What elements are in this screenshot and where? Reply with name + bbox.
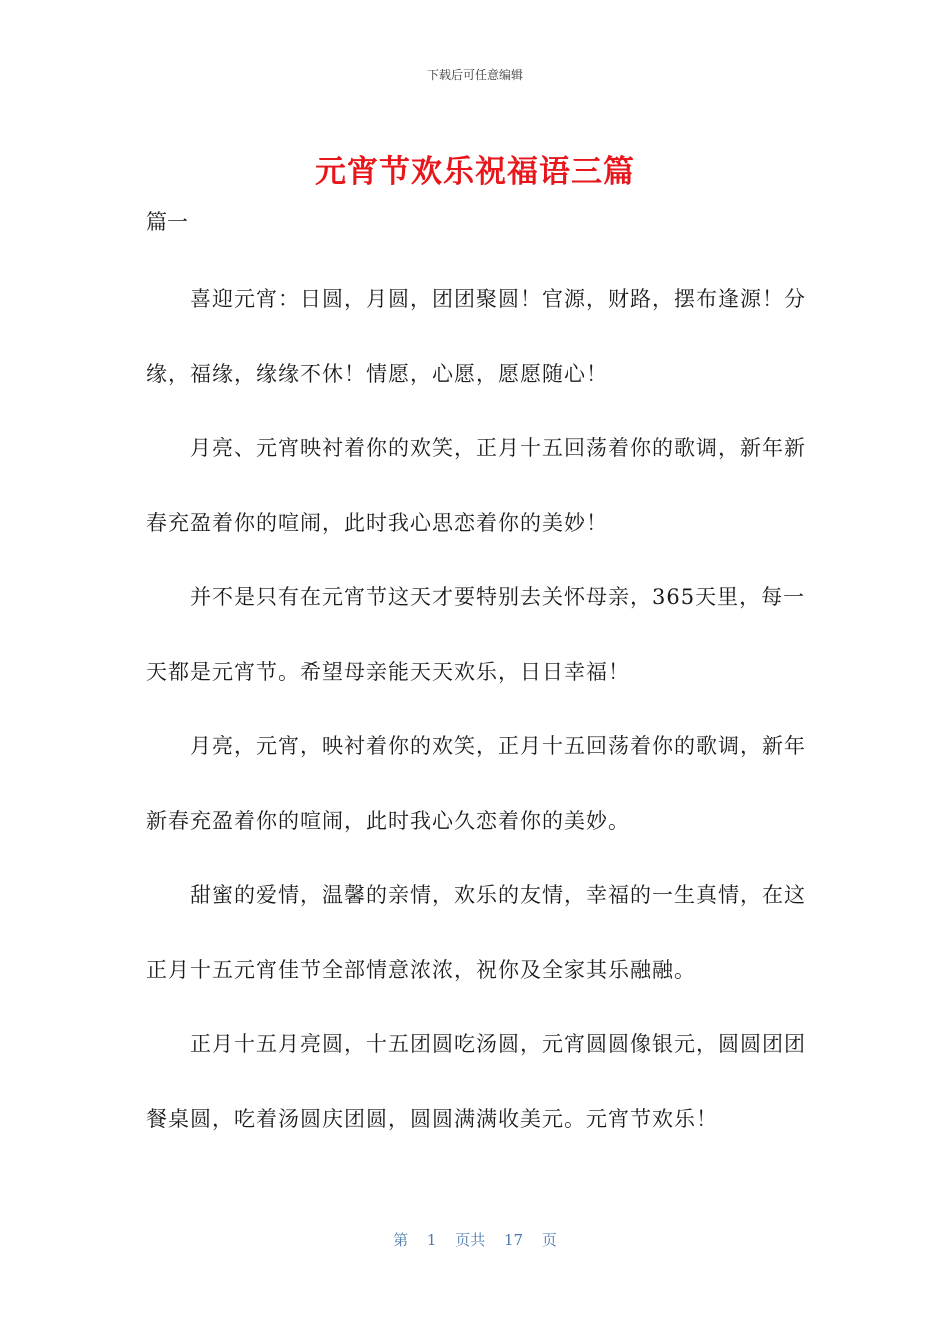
document-body — [146, 262, 806, 1156]
paragraph: 并不是只有在元宵节这天才要特别去关怀母亲，365天里，每一天都是元宵节。希望母亲能天天欢乐，日日幸福！ — [146, 585, 806, 684]
paragraph: 正月十五月亮圆，十五团圆吃汤圆，元宵圆圆像银元，圆圆团团餐桌圆，吃着汤圆庆团圆，圆圆满满收美元。元宵节欢乐！ — [146, 1032, 806, 1131]
page-footer — [0, 1229, 950, 1250]
paragraph: 月亮、元宵映衬着你的欢笑，正月十五回荡着你的歌调，新年新春充盈着你的喧闹，此时我心思恋着你的美妙！ — [146, 436, 806, 535]
paragraph: 月亮，元宵，映衬着你的欢笑，正月十五回荡着你的歌调，新年新春充盈着你的喧闹，此时我心久恋着你的美妙。 — [146, 734, 806, 833]
paragraph: 喜迎元宵：日圆，月圆，团团聚圆！官源，财路，摆布逢源！分缘，福缘，缘缘不休！情愿，心愿，愿愿随心！ — [146, 287, 806, 386]
section-heading: 篇一 — [146, 210, 188, 234]
page-footer-prefix: 第 — [393, 1231, 409, 1249]
header-note: 下载后可任意编辑 — [426, 68, 523, 82]
current-page-number: 1 — [426, 1231, 437, 1249]
page-footer-suffix: 页 — [541, 1231, 557, 1249]
paragraph: 甜蜜的爱情，温馨的亲情，欢乐的友情，幸福的一生真情，在这正月十五元宵佳节全部情意浓浓，祝你及全家其乐融融。 — [146, 883, 806, 982]
page-footer-middle: 页共 — [455, 1231, 486, 1249]
document-title: 元宵节欢乐祝福语三篇 — [315, 154, 635, 190]
total-page-count: 17 — [504, 1231, 524, 1249]
